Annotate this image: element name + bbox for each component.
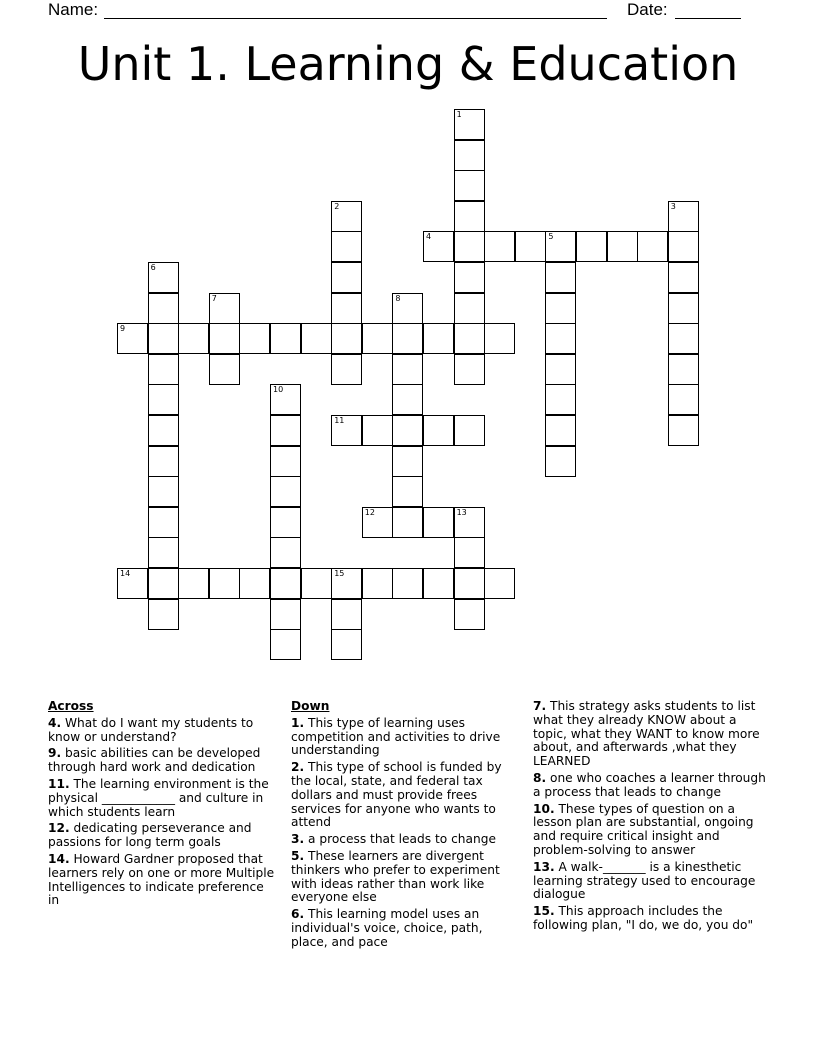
date-field[interactable]	[675, 18, 741, 19]
cell-number: 10	[273, 385, 284, 395]
clue-text: These types of question on a lesson plan are substantial, ongoing and require critical insight and problem-solving to answer	[533, 801, 754, 857]
clue-text: This approach includes the following plan, "I do, we do, you do"	[533, 904, 754, 932]
grid-cell[interactable]	[148, 354, 179, 385]
across-heading: Across	[48, 699, 94, 713]
clue-number: 11.	[48, 776, 70, 791]
grid-cell[interactable]	[454, 201, 485, 232]
clue	[533, 905, 773, 933]
grid-cell[interactable]	[454, 568, 485, 599]
down-clues-continued	[533, 700, 773, 936]
header	[48, 0, 748, 22]
grid-cell[interactable]	[270, 384, 301, 415]
clue-text: This strategy asks students to list what they already KNOW about a topic, what they WANT to know more about, and afterwards ,what they LEARNED	[533, 699, 760, 769]
clue-text: What do I want my students to know or understand?	[48, 715, 254, 744]
grid-cell[interactable]	[117, 568, 148, 599]
grid-cell[interactable]	[484, 323, 515, 354]
grid-cell[interactable]	[362, 568, 393, 599]
grid-cell[interactable]	[148, 476, 179, 507]
clue-number: 7.	[533, 699, 547, 713]
grid-cell[interactable]	[239, 568, 270, 599]
clue	[291, 717, 521, 758]
clue-text: This type of school is funded by the local, state, and federal tax dollars and must provide frees services for anyone who wants to attend	[291, 760, 502, 830]
down-list-continued	[533, 700, 773, 933]
cell-number: 6	[150, 263, 156, 272]
clue-number: 4.	[48, 715, 62, 730]
grid-cell[interactable]	[423, 231, 454, 262]
cell-number: 5	[548, 232, 554, 242]
grid-cell[interactable]	[454, 170, 485, 201]
grid-cell[interactable]	[331, 262, 362, 293]
grid-cell[interactable]	[392, 446, 423, 477]
grid-cell[interactable]	[454, 415, 485, 446]
grid-cell[interactable]	[331, 415, 362, 446]
grid-cell[interactable]	[668, 323, 699, 354]
grid-cell[interactable]	[362, 507, 393, 538]
cell-number: 2	[334, 201, 340, 211]
clue-text: Howard Gardner proposed that learners rely on one or more Multiple Intelligences to indicate preference in	[48, 851, 275, 908]
cell-number: 1	[456, 110, 462, 119]
grid-cell[interactable]	[423, 568, 454, 599]
clue-number: 1.	[291, 715, 305, 730]
grid-cell[interactable]	[270, 568, 301, 599]
grid-cell[interactable]	[301, 568, 332, 599]
clue-text: A walk-_______ is a kinesthetic learning strategy used to encourage dialogue	[533, 859, 756, 902]
clue	[291, 833, 521, 847]
clue	[48, 822, 276, 850]
cell-number: 15	[334, 569, 345, 578]
clue-text: dedicating perseverance and passions for long term goals	[48, 821, 252, 850]
clue-number: 2.	[291, 760, 305, 775]
clue-number: 6.	[291, 907, 305, 922]
grid-cell[interactable]	[331, 231, 362, 262]
grid-cell[interactable]	[148, 568, 179, 599]
grid-cell[interactable]	[331, 568, 362, 599]
grid-cell[interactable]	[545, 415, 576, 446]
grid-cell[interactable]	[392, 476, 423, 507]
grid-cell[interactable]	[454, 293, 485, 324]
grid-cell[interactable]	[576, 231, 607, 262]
grid-cell[interactable]	[209, 568, 240, 599]
grid-cell[interactable]	[148, 415, 179, 446]
grid-cell[interactable]	[637, 231, 668, 262]
grid-cell[interactable]	[607, 231, 638, 262]
grid-cell[interactable]	[484, 231, 515, 262]
cell-number: 11	[334, 416, 345, 425]
across-clues	[48, 700, 276, 911]
clue-number: 15.	[533, 904, 555, 919]
grid-cell[interactable]	[545, 446, 576, 477]
grid-cell[interactable]	[668, 384, 699, 415]
grid-cell[interactable]	[148, 293, 179, 324]
grid-cell[interactable]	[668, 201, 699, 232]
clue-number: 10.	[533, 801, 555, 816]
grid-cell[interactable]	[270, 507, 301, 538]
grid-cell[interactable]	[423, 415, 454, 446]
grid-cell[interactable]	[668, 415, 699, 446]
clue	[291, 908, 521, 949]
clue-text: These learners are divergent thinkers who prefer to experiment with ideas rather than work like everyone else	[291, 848, 500, 905]
cell-number: 7	[211, 293, 217, 303]
grid-cell[interactable]	[545, 323, 576, 354]
grid-cell[interactable]	[239, 323, 270, 354]
clue	[533, 772, 773, 800]
grid-cell[interactable]	[178, 323, 209, 354]
across-list	[48, 717, 276, 908]
grid-cell[interactable]	[362, 323, 393, 354]
grid-cell[interactable]	[148, 384, 179, 415]
grid-cell[interactable]	[423, 507, 454, 538]
grid-cell[interactable]	[331, 629, 362, 660]
grid-cell[interactable]	[331, 293, 362, 324]
grid-cell[interactable]	[270, 629, 301, 660]
date-label: Date:	[627, 0, 668, 19]
grid-cell[interactable]	[545, 354, 576, 385]
grid-cell[interactable]	[270, 415, 301, 446]
grid-cell[interactable]	[270, 537, 301, 568]
cell-number: 14	[120, 569, 131, 578]
grid-cell[interactable]	[545, 262, 576, 293]
grid-cell[interactable]	[392, 568, 423, 599]
grid-cell[interactable]	[209, 354, 240, 385]
grid-cell[interactable]	[484, 568, 515, 599]
clue	[291, 850, 521, 905]
grid-cell[interactable]	[454, 140, 485, 171]
grid-cell[interactable]	[148, 599, 179, 630]
grid-cell[interactable]	[148, 262, 179, 293]
grid-cell[interactable]	[668, 354, 699, 385]
grid-cell[interactable]	[148, 323, 179, 354]
grid-cell[interactable]	[545, 384, 576, 415]
grid-cell[interactable]	[423, 323, 454, 354]
cell-number: 3	[670, 201, 676, 211]
grid-cell[interactable]	[545, 231, 576, 262]
grid-cell[interactable]	[270, 446, 301, 477]
grid-cell[interactable]	[392, 293, 423, 324]
clue-number: 12.	[48, 821, 70, 836]
grid-cell[interactable]	[178, 568, 209, 599]
clue	[48, 853, 276, 908]
clue	[533, 700, 773, 769]
clue-text: This type of learning uses competition and activities to drive understanding	[291, 715, 501, 758]
clue-number: 3.	[291, 832, 305, 847]
clue	[48, 747, 276, 775]
down-clues	[291, 700, 521, 953]
grid-cell[interactable]	[148, 446, 179, 477]
name-field[interactable]	[104, 18, 607, 19]
clue-text: one who coaches a learner through a process that leads to change	[533, 770, 766, 799]
grid-cell[interactable]	[454, 599, 485, 630]
page-title: Unit 1. Learning & Education	[77, 37, 739, 91]
grid-cell[interactable]	[362, 415, 393, 446]
clue	[533, 803, 773, 858]
grid-cell[interactable]	[454, 537, 485, 568]
grid-cell[interactable]	[148, 537, 179, 568]
grid-cell[interactable]	[454, 354, 485, 385]
clue-number: 8.	[533, 770, 547, 785]
clue	[291, 761, 521, 830]
grid-cell[interactable]	[454, 507, 485, 538]
clue	[48, 717, 276, 745]
grid-cell[interactable]	[545, 293, 576, 324]
grid-cell[interactable]	[515, 231, 546, 262]
grid-cell[interactable]	[392, 415, 423, 446]
grid-cell[interactable]	[331, 201, 362, 232]
down-list	[291, 717, 521, 950]
grid-cell[interactable]	[270, 599, 301, 630]
grid-cell[interactable]	[209, 323, 240, 354]
down-heading: Down	[291, 699, 330, 713]
grid-cell[interactable]	[331, 599, 362, 630]
clue-text: basic abilities can be developed through hard work and dedication	[48, 746, 261, 775]
grid-cell[interactable]	[668, 293, 699, 324]
clue	[48, 778, 276, 819]
grid-cell[interactable]	[392, 507, 423, 538]
clue	[533, 861, 773, 902]
clue-number: 14.	[48, 851, 70, 866]
grid-cell[interactable]	[392, 323, 423, 354]
cell-number: 12	[364, 507, 375, 517]
grid-cell[interactable]	[392, 354, 423, 385]
clue-number: 13.	[533, 859, 555, 874]
grid-cell[interactable]	[331, 354, 362, 385]
cell-number: 9	[120, 324, 126, 334]
grid-cell[interactable]	[117, 323, 148, 354]
clue-number: 5.	[291, 848, 305, 863]
cell-number: 8	[395, 293, 401, 303]
clue-text: This learning model uses an individual's voice, choice, path, place, and pace	[291, 907, 483, 949]
clue-number: 9.	[48, 746, 62, 761]
grid-cell[interactable]	[668, 231, 699, 262]
clue-text: The learning environment is the physical ____________ and culture in which students learn	[48, 776, 269, 819]
grid-cell[interactable]	[331, 323, 362, 354]
name-label: Name:	[48, 0, 99, 19]
grid-cell[interactable]	[454, 323, 485, 354]
grid-cell[interactable]	[301, 323, 332, 354]
grid-cell[interactable]	[454, 109, 485, 140]
grid-cell[interactable]	[148, 507, 179, 538]
grid-cell[interactable]	[392, 384, 423, 415]
grid-cell[interactable]	[270, 323, 301, 354]
grid-cell[interactable]	[454, 231, 485, 262]
clue-text: a process that leads to change	[304, 832, 496, 847]
grid-cell[interactable]	[270, 476, 301, 507]
grid-cell[interactable]	[454, 262, 485, 293]
cell-number: 13	[456, 507, 467, 517]
cell-number: 4	[426, 232, 432, 242]
grid-cell[interactable]	[668, 262, 699, 293]
grid-cell[interactable]	[209, 293, 240, 324]
